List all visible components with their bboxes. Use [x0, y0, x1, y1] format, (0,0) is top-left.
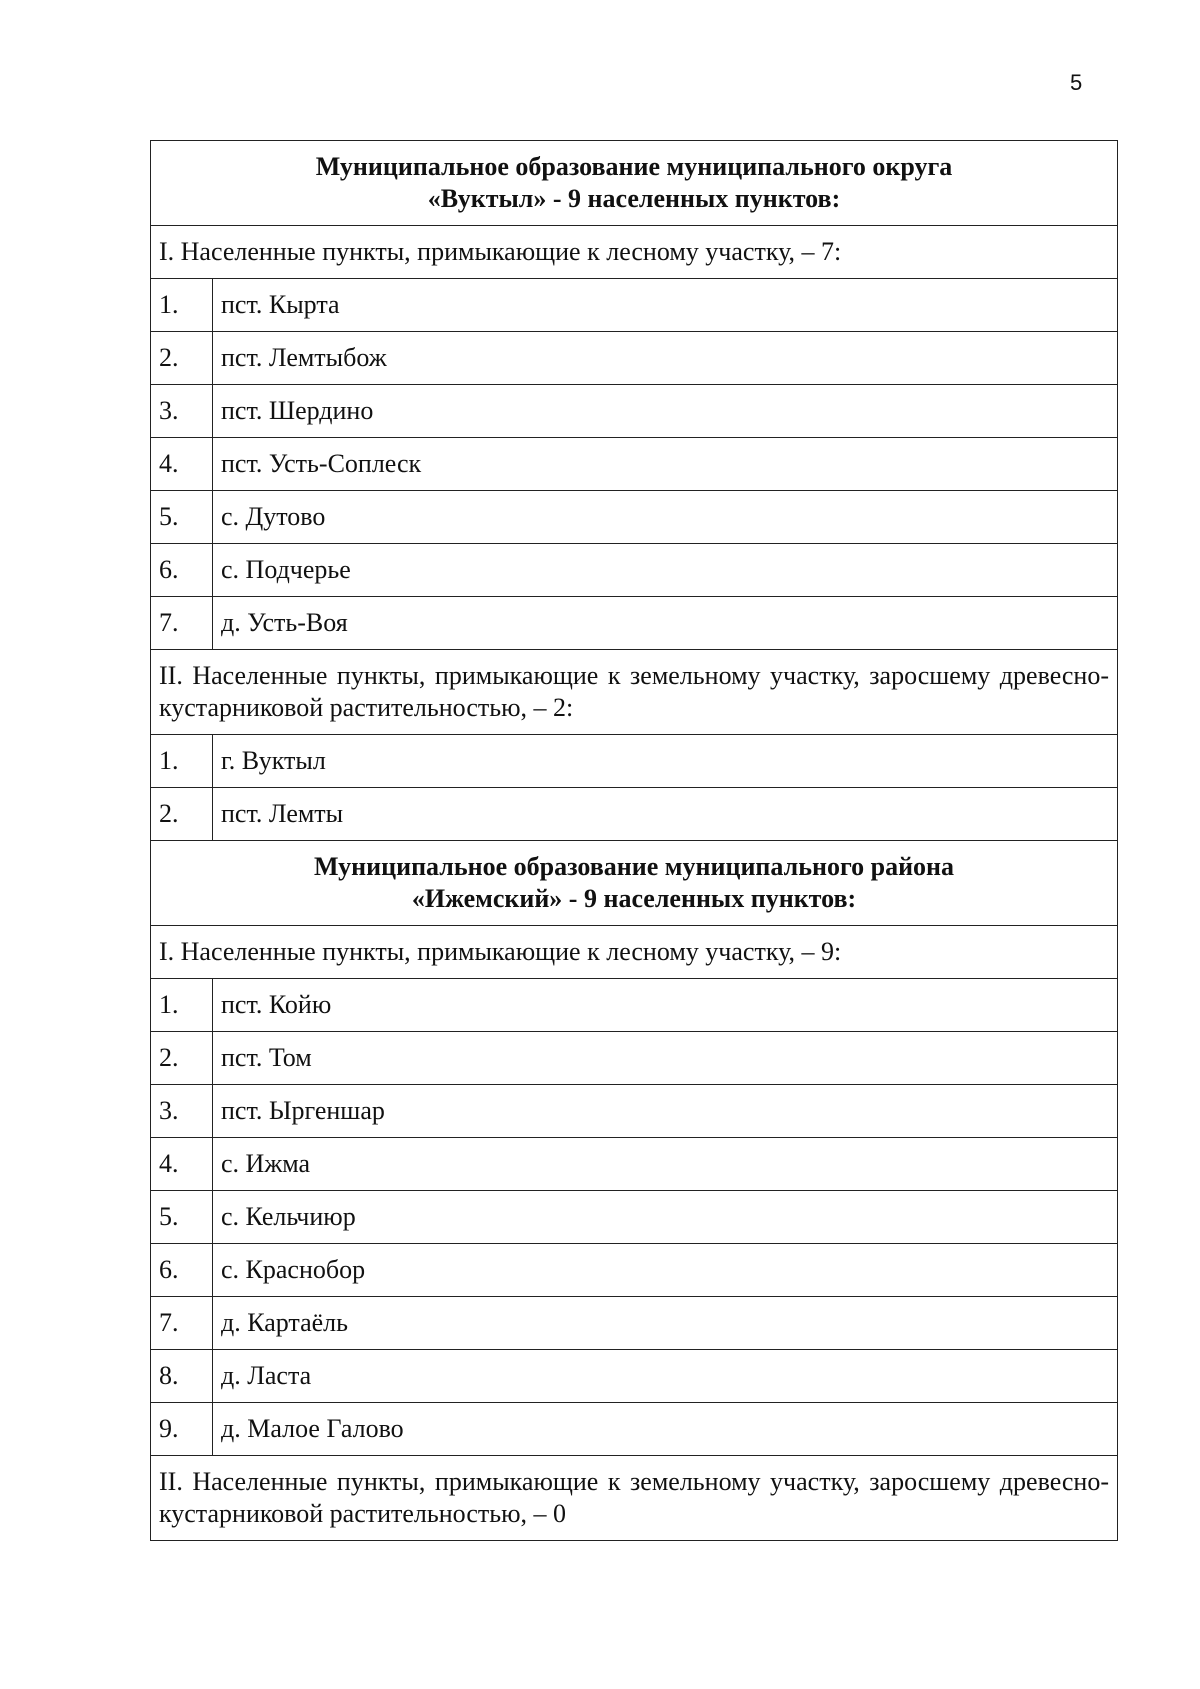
block-title	[151, 141, 1118, 226]
row-number: 5.	[151, 491, 213, 544]
settlement-name: д. Картаёль	[213, 1297, 1118, 1350]
table-row	[151, 788, 1118, 841]
block-header	[151, 141, 1118, 226]
settlement-name: с. Краснобор	[213, 1244, 1118, 1297]
settlement-name: с. Подчерье	[213, 544, 1118, 597]
page-number: 5	[1070, 70, 1083, 95]
settlements-table	[150, 140, 1118, 1541]
table-row	[151, 1350, 1118, 1403]
row-number: 1.	[151, 735, 213, 788]
block-title-line: «Ижемский» - 9 населенных пунктов:	[411, 884, 857, 913]
section-title: II. Населенные пункты, примыкающие к земельному участку, заросшему древесно-кустарниковой растительностью, – 0	[151, 1456, 1118, 1541]
table-row	[151, 1138, 1118, 1191]
section-title: I. Населенные пункты, примыкающие к лесному участку, – 7:	[151, 226, 1118, 279]
table-row	[151, 735, 1118, 788]
settlement-name: пст. Шердино	[213, 385, 1118, 438]
row-number: 1.	[151, 279, 213, 332]
table-row	[151, 491, 1118, 544]
table-row	[151, 385, 1118, 438]
section-row	[151, 926, 1118, 979]
settlement-name: д. Ласта	[213, 1350, 1118, 1403]
table-row	[151, 1085, 1118, 1138]
section-row	[151, 650, 1118, 735]
row-number: 8.	[151, 1350, 213, 1403]
block-title	[151, 841, 1118, 926]
settlement-name: с. Ижма	[213, 1138, 1118, 1191]
settlement-name: д. Усть-Воя	[213, 597, 1118, 650]
settlement-name: пст. Лемты	[213, 788, 1118, 841]
settlement-name: пст. Койю	[213, 979, 1118, 1032]
row-number: 2.	[151, 788, 213, 841]
section-title: I. Населенные пункты, примыкающие к лесному участку, – 9:	[151, 926, 1118, 979]
table-row	[151, 1032, 1118, 1085]
row-number: 7.	[151, 597, 213, 650]
row-number: 4.	[151, 438, 213, 491]
block-title-line: «Вуктыл» - 9 населенных пунктов:	[427, 184, 841, 213]
settlement-name: пст. Кырта	[213, 279, 1118, 332]
settlement-name: пст. Усть-Соплеск	[213, 438, 1118, 491]
table-row	[151, 597, 1118, 650]
table-row	[151, 1191, 1118, 1244]
block-title-line: Муниципальное образование муниципального района	[313, 852, 955, 881]
row-number: 4.	[151, 1138, 213, 1191]
settlement-name: г. Вуктыл	[213, 735, 1118, 788]
settlement-name: пст. Ыргеншар	[213, 1085, 1118, 1138]
table-row	[151, 438, 1118, 491]
row-number: 1.	[151, 979, 213, 1032]
row-number: 5.	[151, 1191, 213, 1244]
row-number: 2.	[151, 332, 213, 385]
table-row	[151, 332, 1118, 385]
block-title-line: Муниципальное образование муниципального округа	[315, 152, 953, 181]
table-body	[151, 141, 1118, 1541]
row-number: 9.	[151, 1403, 213, 1456]
table-row	[151, 979, 1118, 1032]
row-number: 3.	[151, 1085, 213, 1138]
row-number: 7.	[151, 1297, 213, 1350]
settlement-name: с. Дутово	[213, 491, 1118, 544]
section-title: II. Населенные пункты, примыкающие к земельному участку, заросшему древесно-кустарниковой растительностью, – 2:	[151, 650, 1118, 735]
section-row	[151, 226, 1118, 279]
block-header	[151, 841, 1118, 926]
settlement-name: пст. Том	[213, 1032, 1118, 1085]
row-number: 2.	[151, 1032, 213, 1085]
row-number: 3.	[151, 385, 213, 438]
table-row	[151, 1297, 1118, 1350]
row-number: 6.	[151, 544, 213, 597]
table-row	[151, 279, 1118, 332]
settlement-name: д. Малое Галово	[213, 1403, 1118, 1456]
table-row	[151, 1403, 1118, 1456]
table-row	[151, 1244, 1118, 1297]
row-number: 6.	[151, 1244, 213, 1297]
settlement-name: с. Кельчиюр	[213, 1191, 1118, 1244]
table-row	[151, 544, 1118, 597]
section-row	[151, 1456, 1118, 1541]
settlement-name: пст. Лемтыбож	[213, 332, 1118, 385]
